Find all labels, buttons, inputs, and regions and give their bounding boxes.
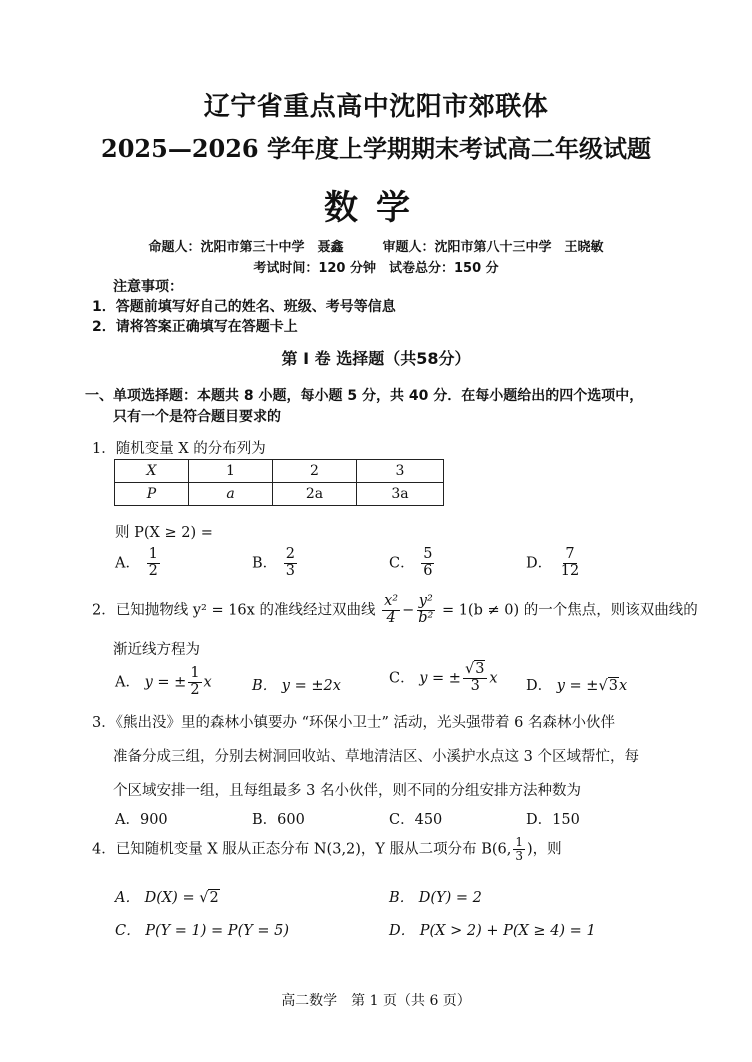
fraction <box>147 547 160 580</box>
table-cell: 1 <box>189 460 273 483</box>
numerator: 1 <box>515 835 524 849</box>
exam-info: 考试时间：120 分钟 试卷总分：150 分 <box>253 261 499 276</box>
numerator: 1 <box>190 665 200 681</box>
option-expr: y = ± <box>419 670 461 687</box>
exam-title-line2: 2025—2026 学年度上学期期末考试高二年级试题 <box>101 134 651 163</box>
table-row <box>115 483 444 506</box>
q4-stem-part1: 4．已知随机变量 X 服从正态分布 N(3,2)，Y 服从二项分布 B(6, <box>92 841 512 858</box>
option-label: A． <box>115 555 140 572</box>
q1-option-b[interactable] <box>252 547 299 580</box>
q4-option-b[interactable]: B． D(Y) = 2 <box>389 890 482 906</box>
table-cell: a <box>189 483 273 506</box>
table-cell: 3 <box>357 460 444 483</box>
table-cell: X <box>115 460 189 483</box>
q4-option-a[interactable] <box>115 886 220 907</box>
denominator: 6 <box>423 562 433 579</box>
q3-line2: 准备分成三组，分别去树洞回收站、草地清洁区、小溪护水点这 3 个区域帮忙，每 <box>113 749 639 765</box>
q1-stem: 1．随机变量 X 的分布列为 <box>92 441 266 457</box>
q1-option-c[interactable] <box>389 547 436 580</box>
option-expr: x <box>489 670 498 687</box>
fraction <box>421 547 434 580</box>
q3-option-c[interactable]: C．450 <box>389 812 443 828</box>
fraction <box>463 662 487 695</box>
q2-stem-line2: 渐近线方程为 <box>113 642 200 658</box>
q3-option-b[interactable]: B．600 <box>252 812 305 828</box>
option-label: D． <box>526 555 553 572</box>
numerator: y² <box>418 593 433 609</box>
numerator <box>463 662 487 679</box>
radicand: 2 <box>209 890 219 906</box>
q2-stem-part1: 2．已知抛物线 y² = 16x 的准线经过双曲线 <box>92 602 376 619</box>
option-label: C． <box>389 670 415 687</box>
table-cell: 2 <box>273 460 357 483</box>
q3-option-a[interactable]: A．900 <box>115 812 168 828</box>
fraction <box>188 666 201 699</box>
minus-sign: − <box>402 602 415 619</box>
option-label: B． <box>252 555 278 572</box>
table-cell: 3a <box>357 483 444 506</box>
q1-option-d[interactable] <box>526 547 583 580</box>
table-cell: P <box>115 483 189 506</box>
q1-option-a[interactable] <box>115 547 162 580</box>
denominator: 2 <box>190 681 200 698</box>
fraction <box>513 836 525 863</box>
q2-option-b[interactable]: B． y = ±2x <box>252 678 341 694</box>
denominator: b² <box>418 609 434 626</box>
sqrt-sign: √ <box>199 890 209 906</box>
radicand: 3 <box>608 678 618 694</box>
q4-stem-part2: )，则 <box>527 841 562 858</box>
note-item: 1．答题前填写好自己的姓名、班级、考号等信息 <box>92 299 396 315</box>
sqrt-sign: √ <box>464 661 475 677</box>
denominator: 3 <box>285 562 295 579</box>
subject-title: 数学 <box>324 188 428 228</box>
q4-option-d[interactable]: D． P(X > 2) + P(X ≥ 4) = 1 <box>389 923 596 939</box>
part-heading-line1: 一、单项选择题：本题共 8 小题，每小题 5 分，共 40 分．在每小题给出的四个选项中， <box>85 388 644 404</box>
numerator: x² <box>384 593 399 609</box>
part-heading-line2: 只有一个是符合题目要求的 <box>113 409 281 425</box>
numerator: 2 <box>285 546 295 562</box>
page-footer: 高二数学 第 1 页（共 6 页） <box>281 993 471 1009</box>
q2-option-a[interactable] <box>115 666 212 699</box>
denominator: 3 <box>515 849 524 864</box>
option-expr: y = ± <box>144 674 187 691</box>
section-title: 第 I 卷 选择题（共58分） <box>281 349 471 368</box>
fraction <box>284 547 297 580</box>
option-label: D． <box>526 678 553 694</box>
q4-option-c[interactable]: C． P(Y = 1) = P(Y = 5) <box>115 923 290 939</box>
q3-line1: 3．《熊出没》里的森林小镇要办 “环保小卫士” 活动，光头强带着 6 名森林小伙伴 <box>92 715 615 731</box>
numerator: 7 <box>565 546 575 562</box>
q2-option-c[interactable] <box>389 662 498 695</box>
q4-stem <box>92 836 562 863</box>
fraction <box>416 594 435 627</box>
denominator: 4 <box>386 609 396 626</box>
table-row <box>115 460 444 483</box>
q3-line3: 个区域安排一组，且每组最多 3 名小伙伴，则不同的分组安排方法种数为 <box>113 783 581 799</box>
numerator: 5 <box>423 546 433 562</box>
authors-line: 命题人：沈阳市第三十中学 聂鑫 审题人：沈阳市第八十三中学 王晓敏 <box>148 240 604 255</box>
option-label: C． <box>389 555 415 572</box>
option-expr: y = ± <box>556 678 599 694</box>
denominator: 12 <box>560 562 580 579</box>
table-cell: 2a <box>273 483 357 506</box>
q3-option-d[interactable]: D．150 <box>526 812 580 828</box>
numerator: 1 <box>148 546 158 562</box>
option-expr: x <box>203 674 212 691</box>
option-label: A． <box>115 674 140 691</box>
note-item: 2．请将答案正确填写在答题卡上 <box>92 319 298 335</box>
notes-heading: 注意事项： <box>113 279 183 295</box>
denominator: 2 <box>148 562 158 579</box>
q2-stem-part2: = 1(b ≠ 0) 的一个焦点，则该双曲线的 <box>441 602 698 619</box>
radicand: 3 <box>475 661 485 677</box>
q2-option-d[interactable] <box>526 674 627 695</box>
fraction <box>559 547 581 580</box>
q1-ask: 则 P(X ≥ 2) = <box>115 525 213 541</box>
denominator: 3 <box>470 677 480 694</box>
q2-stem <box>92 594 698 627</box>
option-expr: x <box>618 678 628 694</box>
option-expr: A． D(X) = <box>115 890 200 906</box>
distribution-table <box>114 459 444 506</box>
fraction <box>382 594 400 627</box>
sqrt-sign: √ <box>598 678 608 694</box>
exam-title-line1: 辽宁省重点高中沈阳市郊联体 <box>203 92 549 122</box>
